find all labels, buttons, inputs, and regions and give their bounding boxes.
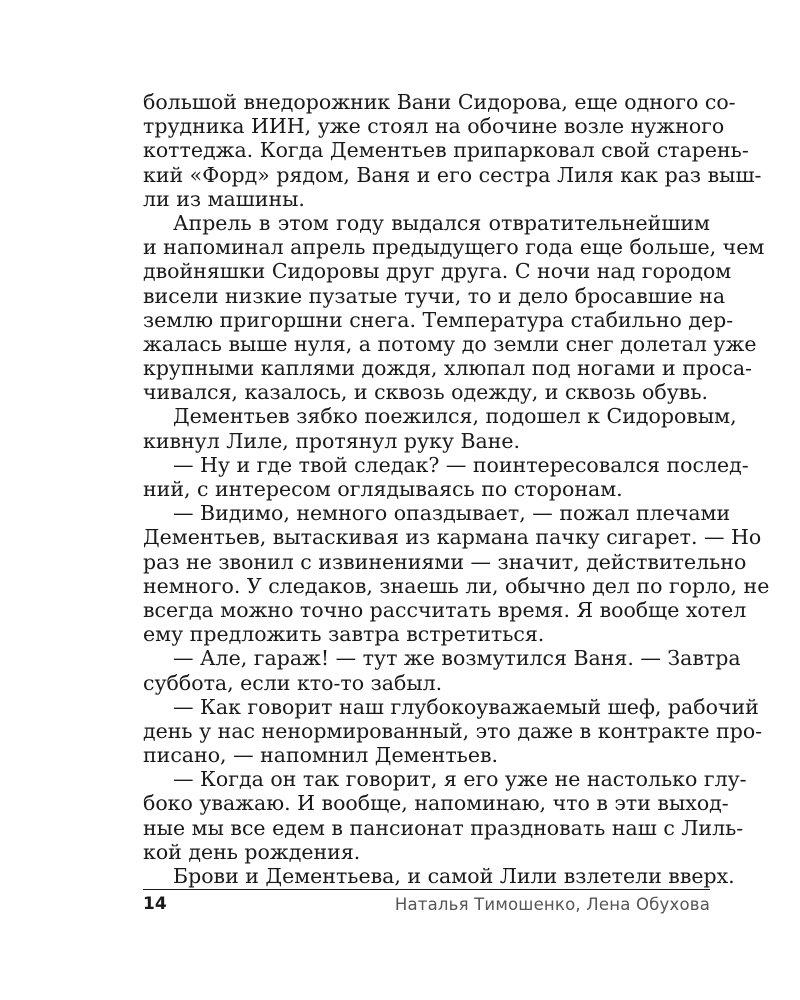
text-line: кой день рождения. — [143, 839, 361, 864]
text-line: трудника ИИН, уже стоял на обочине возле нужного — [143, 114, 725, 139]
text-line: день у нас ненормированный, это даже в контракте про- — [143, 718, 763, 743]
text-line: коттеджа. Когда Дементьев припарковал свой старень- — [143, 138, 749, 163]
text-line: раз не звонил с извинениями — значит, действительно — [143, 549, 747, 574]
text-line: всегда можно точно рассчитать время. Я вообще хотел — [143, 597, 747, 622]
text-line: двойняшки Сидоровы друг друга. С ночи над городом — [143, 259, 732, 284]
text-line: ные мы все едем в пансионат праздновать наш с Лиль- — [143, 815, 744, 840]
text-line: — Как говорит наш глубокоуважаемый шеф, рабочий — [173, 694, 759, 719]
footer-divider — [143, 889, 710, 890]
text-line: землю пригоршни снега. Температура стабильно дер- — [143, 307, 734, 332]
text-line: боко уважаю. И вообще, напоминаю, что в эти выход- — [143, 791, 729, 816]
running-head-authors: Наталья Тимошенко, Лена Обухова — [394, 895, 710, 914]
text-line: Дементьев зябко поежился, подошел к Сидоровым, — [173, 404, 737, 429]
text-line: кивнул Лиле, протянул руку Ване. — [143, 428, 521, 453]
text-line: суббота, если кто-то забыл. — [143, 670, 443, 695]
text-line: — Когда он так говорит, я его уже не настолько глу- — [173, 767, 747, 792]
text-line: Брови и Дементьева, и самой Лили взлетели вверх. — [173, 864, 735, 888]
text-line: висели низкие пузатые тучи, то и дело бросавшие на — [143, 283, 726, 308]
text-line: Апрель в этом году выдался отвратительнейшим — [173, 210, 710, 235]
text-line: чивался, казалось, и сквозь одежду, и сквозь обувь. — [143, 380, 708, 405]
text-line: ний, с интересом оглядываясь по сторонам. — [143, 477, 623, 501]
text-line: немного. У следаков, знаешь ли, обычно дел по горло, не — [143, 573, 770, 598]
text-line: — Ну и где твой следак? — поинтересовался послед- — [173, 452, 749, 477]
text-line: большой внедорожник Вани Сидорова, еще одного со- — [143, 90, 736, 114]
text-line: — Але, гараж! — тут же возмутился Ваня. — Завтра — [173, 646, 741, 671]
body-text — [143, 90, 770, 888]
page-number: 14 — [143, 894, 167, 914]
text-line: ли из машины. — [143, 186, 305, 211]
text-line: — Видимо, немного опаздывает, — пожал плечами — [173, 501, 731, 526]
text-line: Дементьев, вытаскивая из кармана пачку сигарет. — Но — [143, 525, 762, 550]
text-line: жалась выше нуля, а потому до земли снег долетал уже — [143, 331, 757, 356]
text-line: крупными каплями дождя, хлюпал под ногами и проса- — [143, 356, 752, 381]
text-line: и напоминал апрель предыдущего года еще больше, чем — [143, 235, 765, 260]
text-line: ему предложить завтра встретиться. — [143, 622, 545, 647]
text-line: писано, — напомнил Дементьев. — [143, 743, 499, 768]
text-line: кий «Форд» рядом, Ваня и его сестра Лиля как раз выш- — [143, 162, 762, 187]
